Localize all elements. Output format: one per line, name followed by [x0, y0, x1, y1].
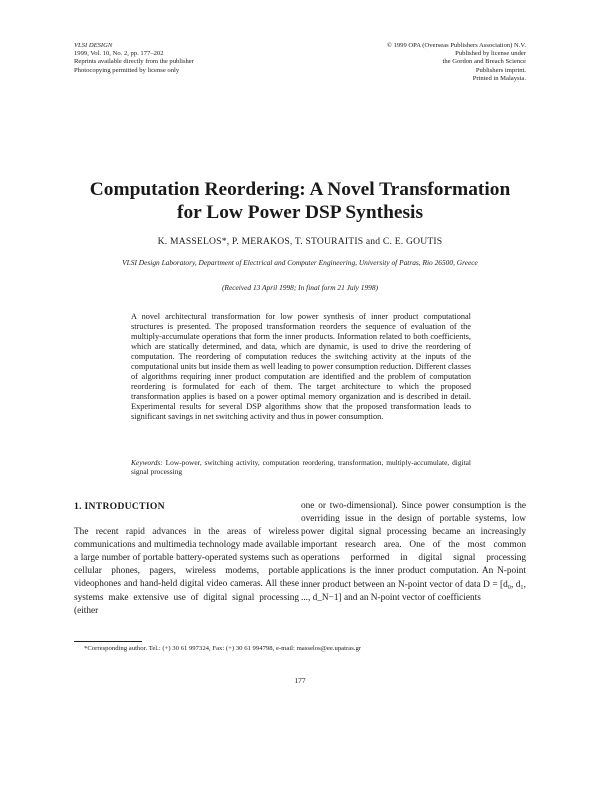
copyright-line: © 1999 OPA (Overseas Publishers Association) N.V. [386, 42, 526, 49]
keywords [131, 458, 471, 476]
body-paragraph-left: The recent rapid advances in the areas of wireless communications and multimedia technology made available a large number of portable battery-operated systems such as cellular phones, pagers, wireless modems, portable videophones and hand-held digital video cameras. All these systems make extensive use of digital signal processing (either [74, 527, 299, 616]
photocopy-note: Photocopying permitted by license only [74, 66, 180, 74]
received-dates: (Received 13 April 1998; In final form 21 July 1998) [221, 283, 379, 292]
journal-name: VLSI DESIGN [74, 42, 113, 49]
abstract: A novel architectural transformation for low power synthesis of inner product computational structures is presented. The proposed transformation reorders the sequence of evaluation of the multiply-accumulate operations that form the inner products. Information related to both coefficients, which are statically determined, and data, which are dynamic, is used to drive the reordering of computation. The reordering of computation reduces the switching activity at the inputs of the computational units but inside them as well leading to power consumption reduction. Different classes of algorithms requiring inner product computation are identified and the problem of computation reordering is formulated for each of them. The target architecture to which the proposed transformation applies is based on a power optimal memory organization and is described in detail. Experimental results for several DSP algorithms show that the proposed transformation leads to significant savings in net switching activity and thus in power consumption. [131, 312, 471, 422]
license-line: Published by license under [455, 50, 526, 58]
footnote: *Corresponding author. Tel.: (+) 30 61 997324, Fax: (+) 30 61 994798, e-mail: masselos@ee.upatras.gr [84, 645, 362, 652]
body-column-left [74, 500, 299, 618]
title-line-1: Computation Reordering: A Novel Transformation [89, 179, 511, 200]
keywords-text: Low-power, switching activity, computation reordering, transformation, multiply-accumulate, digital signal processing [131, 458, 471, 477]
body-paragraph-right: one or two-dimensional). Since power consumption is the overriding issue in the design of portable systems, low power digital signal processing became an increasingly important research area. One of the most common operations performed in digital signal processing applications is the inner product computation. An N-point inner product between an N-point vector of data D = [d₀, d₁, ..., d_N−1] and an N-point vector of coefficients [301, 501, 526, 603]
printed-line: Printed in Malaysia. [472, 74, 526, 82]
footnote-divider [74, 641, 142, 642]
title-line-2: for Low Power DSP Synthesis [177, 202, 423, 223]
author-list: K. MASSELOS*, P. MERAKOS, T. STOURAITIS and C. E. GOUTIS [157, 236, 443, 247]
reprints-note: Reprints available directly from the publisher [74, 58, 194, 66]
affiliation: VLSI Design Laboratory, Department of Electrical and Computer Engineering, University of Patras, Rio 26500, Greece [122, 258, 478, 267]
journal-header-left [74, 42, 294, 75]
paper-title [60, 178, 540, 224]
section-heading: 1. INTRODUCTION [74, 501, 165, 512]
page-number: 177 [294, 676, 306, 685]
imprint-line: the Gordon and Breach Science [442, 58, 526, 66]
body-column-right [301, 500, 526, 605]
journal-header-right [306, 42, 526, 83]
volume-info: 1999, Vol. 10, No. 2, pp. 177–202 [74, 50, 164, 58]
publishers-line: Publishers imprint. [475, 66, 526, 74]
keywords-label: Keywords: [131, 458, 163, 467]
